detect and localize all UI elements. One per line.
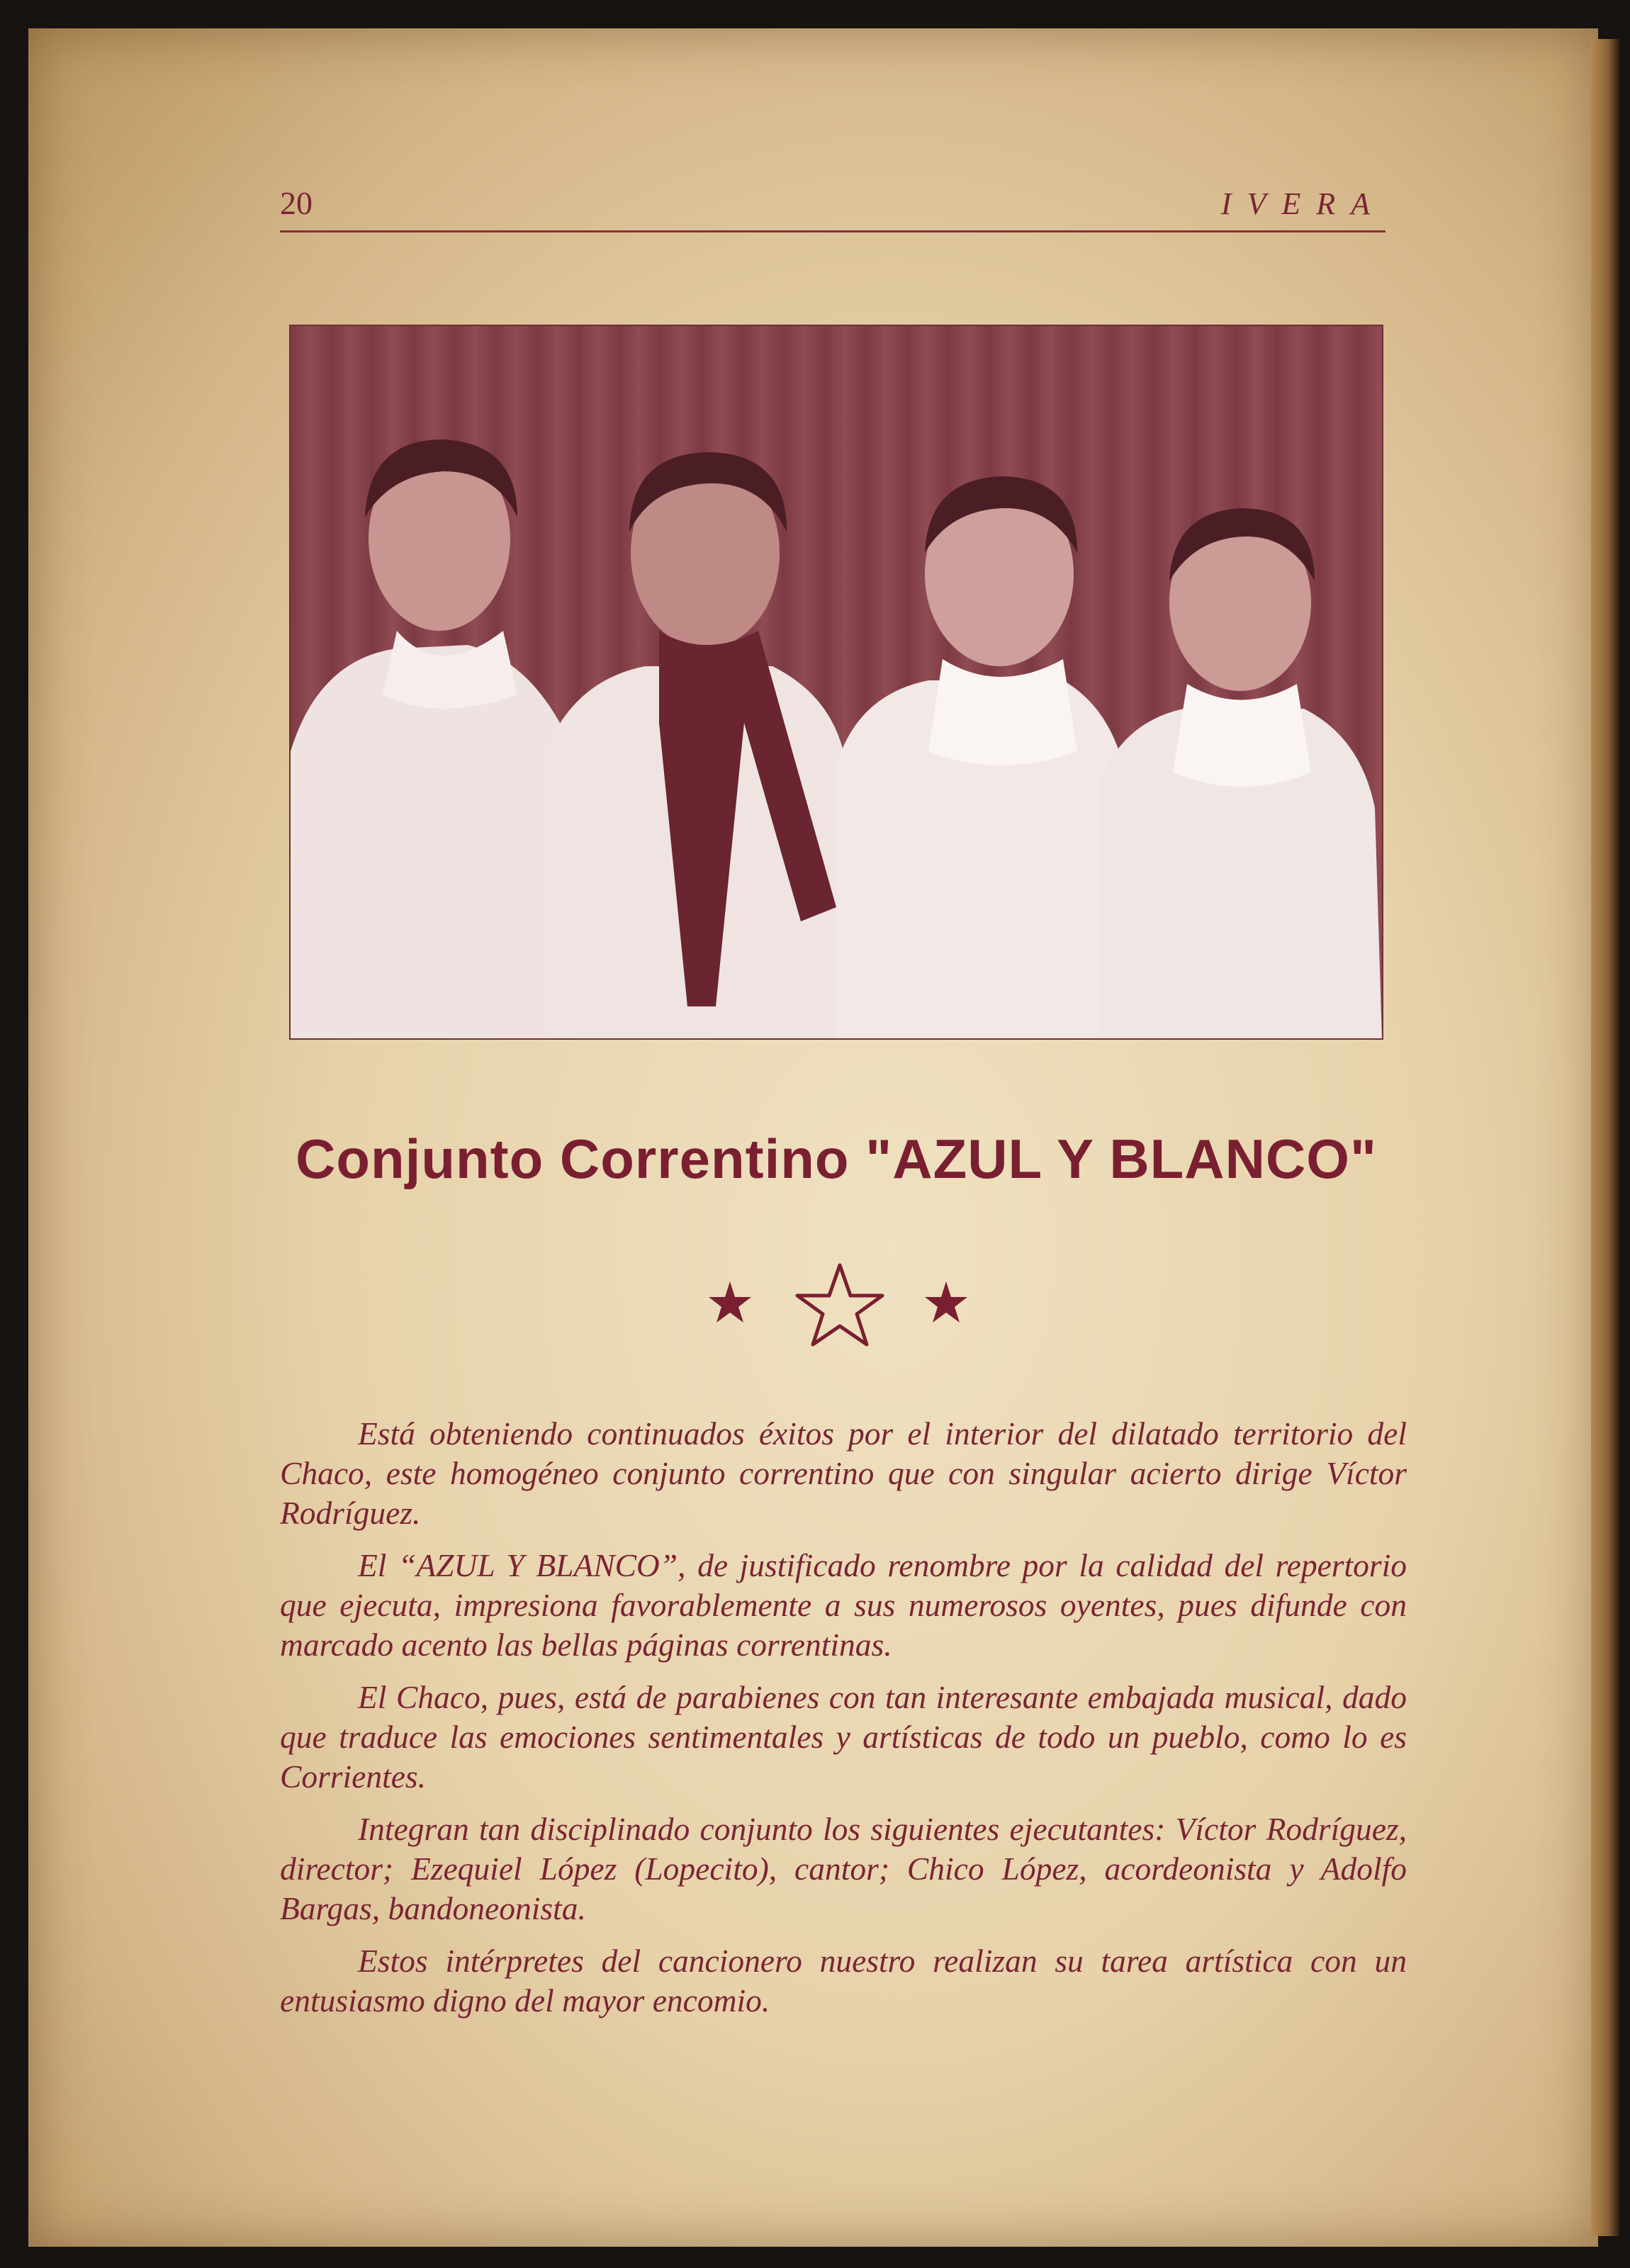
musician-2 [546,452,850,1038]
paragraph-2: El “AZUL Y BLANCO”, de justificado renombre por la calidad del repertorio que ejecuta, impresiona favorablemente a sus numerosos oyentes, pues difunde con marcado acento las bellas páginas correntinas. [280,1547,1407,1663]
page-edge [1591,39,1619,2236]
article-title: Conjunto Correntino "AZUL Y BLANCO" [296,1128,1377,1190]
group-portrait-photo [291,326,1382,1038]
musicians-illustration [291,326,1382,1038]
star-ornament [702,1262,978,1347]
journal-title: IVERA [1220,186,1386,221]
musician-3 [836,476,1134,1038]
paragraph-1: Está obteniendo continuados éxitos por el interior del dilatado territorio del Chaco, este homogéneo conjunto correntino que con singular acierto dirige Víctor Rodríguez. [280,1415,1407,1531]
paragraph-5: Estos intérpretes del cancionero nuestro realizan su tarea artística con un entusiasmo digno del mayor encomio. [280,1943,1407,2019]
outline-star-icon [797,1265,882,1344]
musician-4 [1098,508,1382,1038]
page-header [280,181,1386,232]
paragraph-3: El Chaco, pues, está de parabienes con tan interesante embajada musical, dado que traduce las emociones sentimentales y artísticas de todo un pueblo, como lo es Corrientes. [280,1679,1407,1795]
musician-1 [291,439,567,1038]
paragraph-4: Integran tan disciplinado conjunto los siguientes ejecutantes: Víctor Rodríguez, director; Ezequiel López (Lopecito), cantor; Chico López, acordeonista y Adolfo Bargas, bandoneonista. [280,1811,1407,1926]
small-star-icon-right [925,1281,967,1323]
article-body [280,1414,1407,2033]
small-star-icon-left [709,1281,751,1323]
page-number: 20 [280,185,313,221]
